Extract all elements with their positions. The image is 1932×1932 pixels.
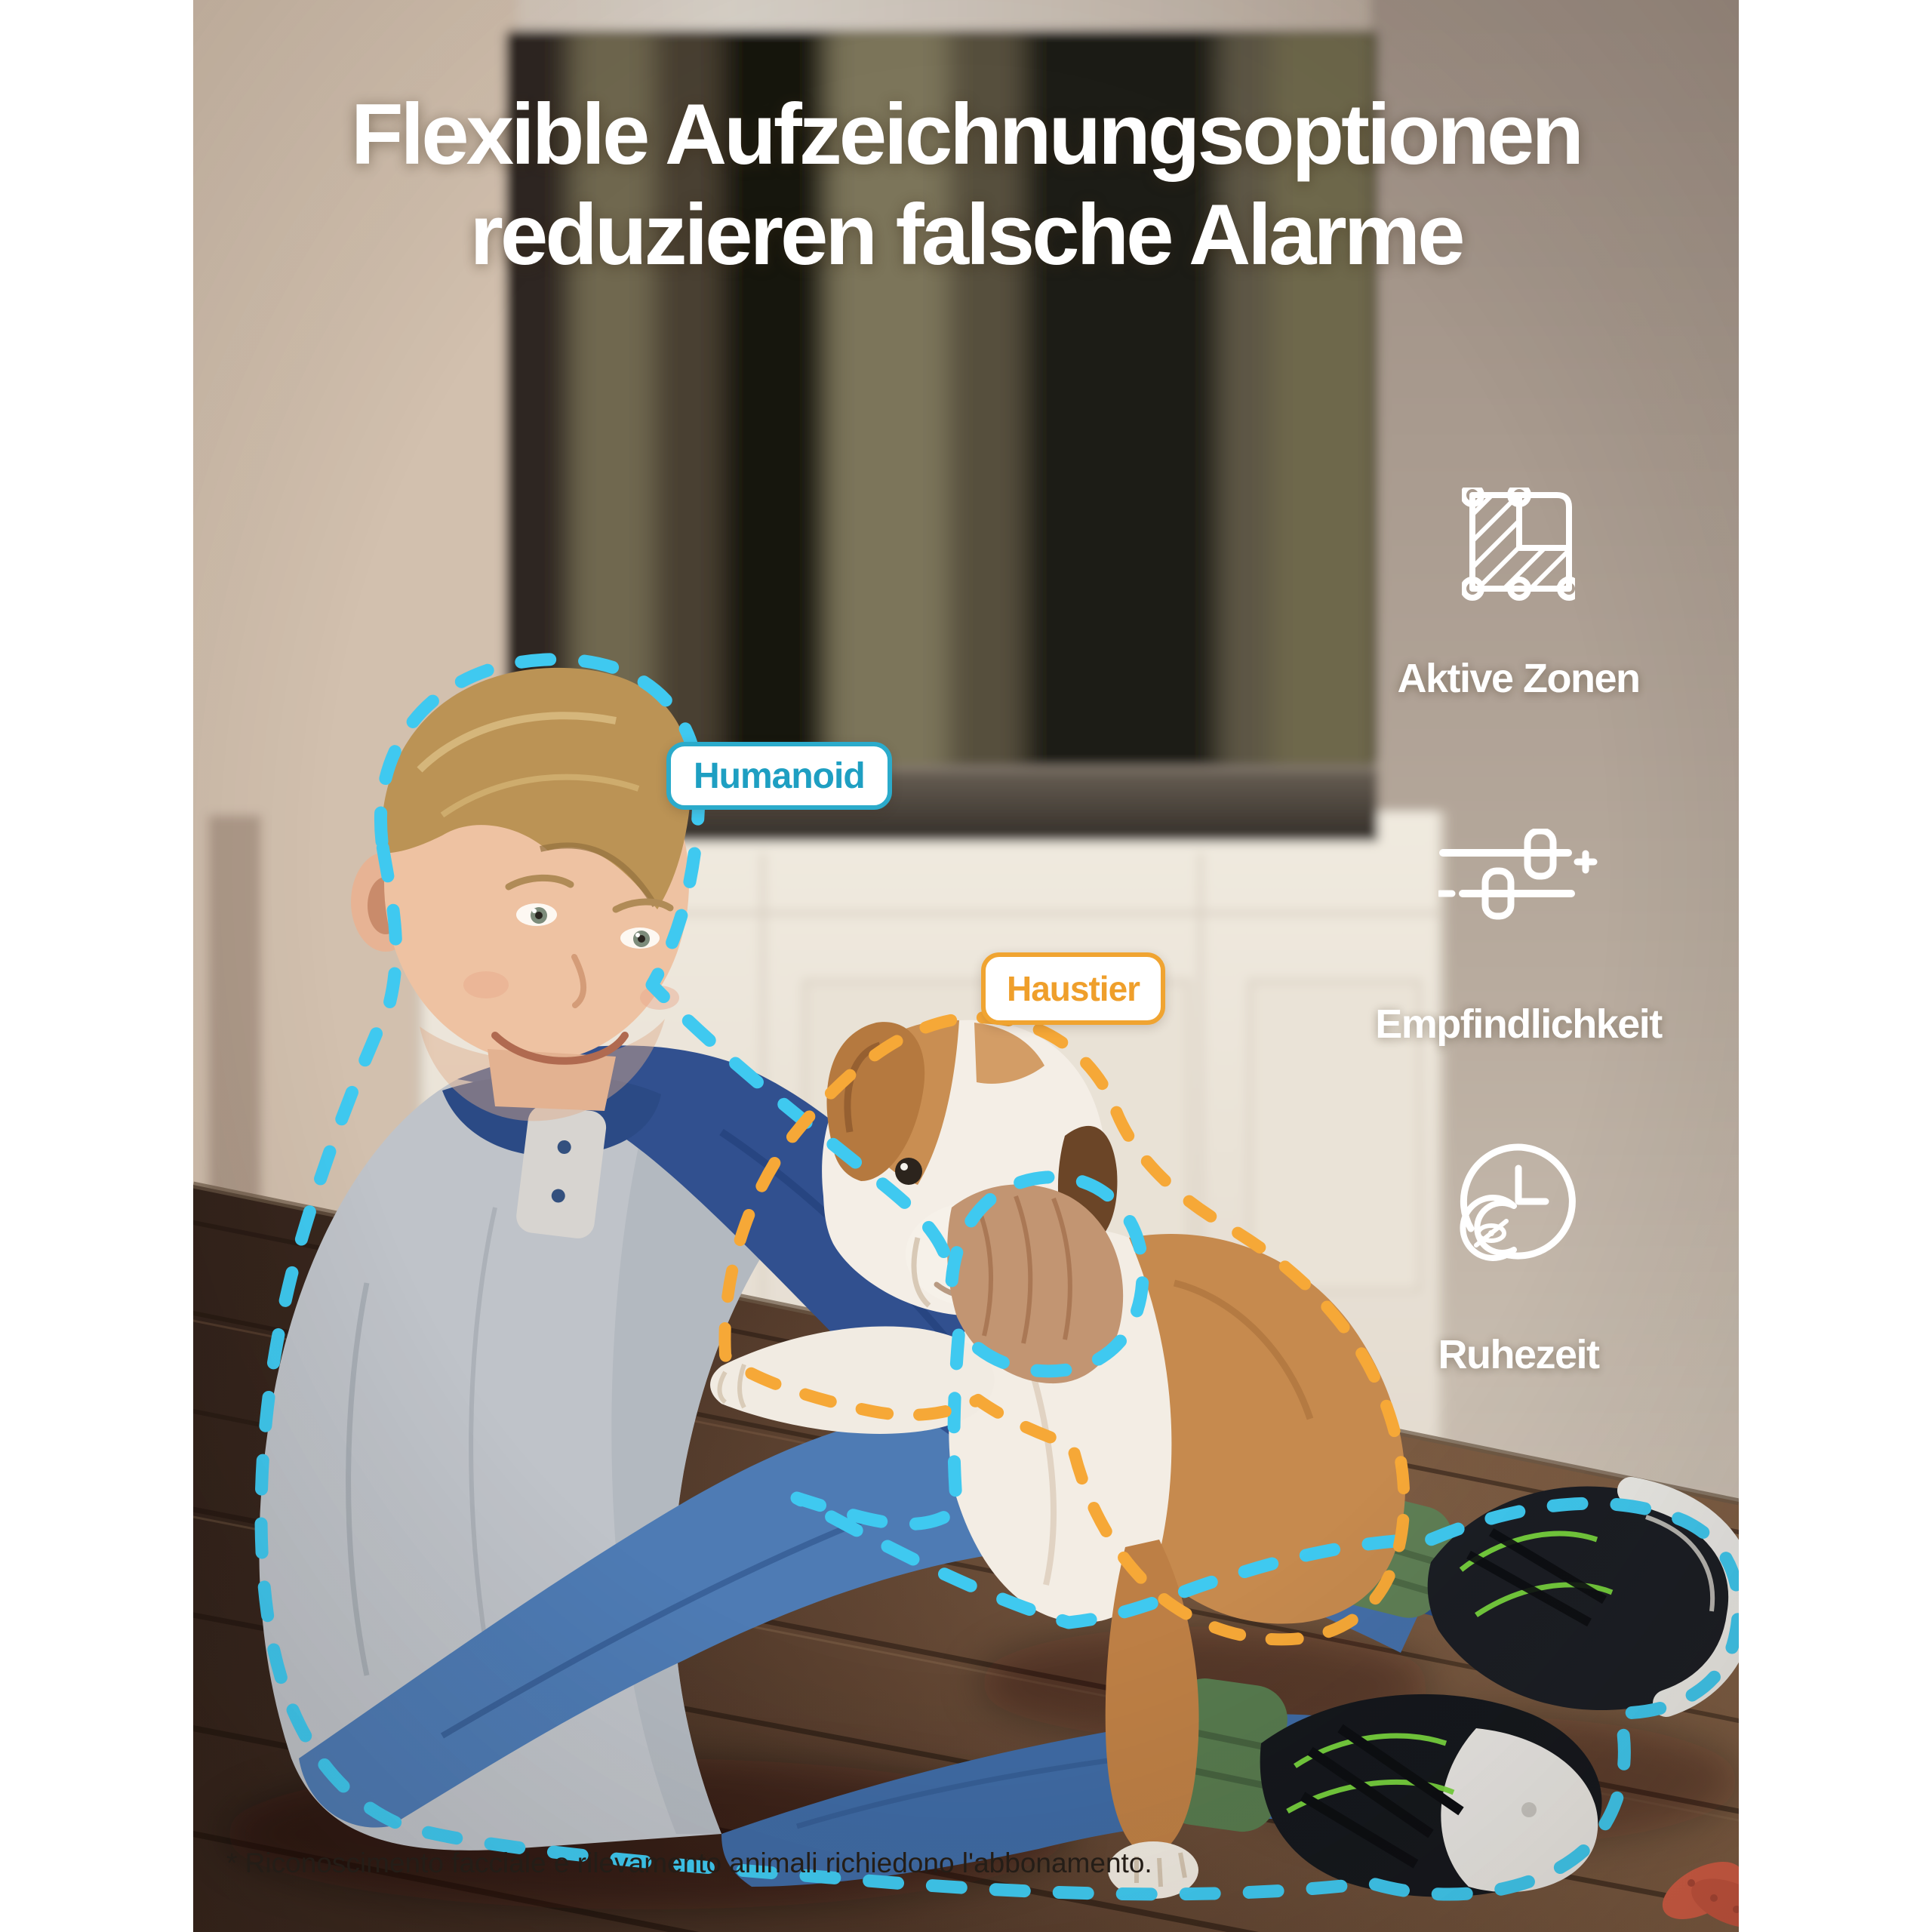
sensitivity-slider-icon — [1438, 829, 1598, 922]
feature-label-sensitivity: Empfindlichkeit — [1375, 1001, 1662, 1047]
humanoid-tag-label: Humanoid — [694, 755, 865, 796]
feature-sensitivity — [1307, 829, 1730, 922]
quiet-hours-icon — [1454, 1137, 1583, 1266]
footnote-text: * Riconoscimento facciale e rilevamento animali richiedono l'abbonamento. — [226, 1847, 1152, 1878]
pet-tag-label: Haustier — [1007, 969, 1140, 1008]
title-line-1: Flexible Aufzeichnungsoptionen — [350, 87, 1582, 183]
vignette-overlay — [193, 0, 1739, 1932]
pet-detection-tag — [981, 952, 1165, 1025]
feature-quiet-hours — [1307, 1137, 1730, 1266]
feature-active-zones — [1307, 488, 1730, 601]
scene-photo — [193, 0, 1739, 1932]
title-line-2: reduzieren falsche Alarme — [469, 187, 1463, 284]
humanoid-detection-tag — [666, 742, 892, 810]
active-zones-icon — [1462, 488, 1575, 601]
feature-label-quiet-hours: Ruhezeit — [1438, 1332, 1599, 1377]
product-photo — [193, 0, 1739, 1932]
feature-label-active-zones: Aktive Zonen — [1397, 656, 1640, 701]
page-title — [193, 85, 1739, 286]
